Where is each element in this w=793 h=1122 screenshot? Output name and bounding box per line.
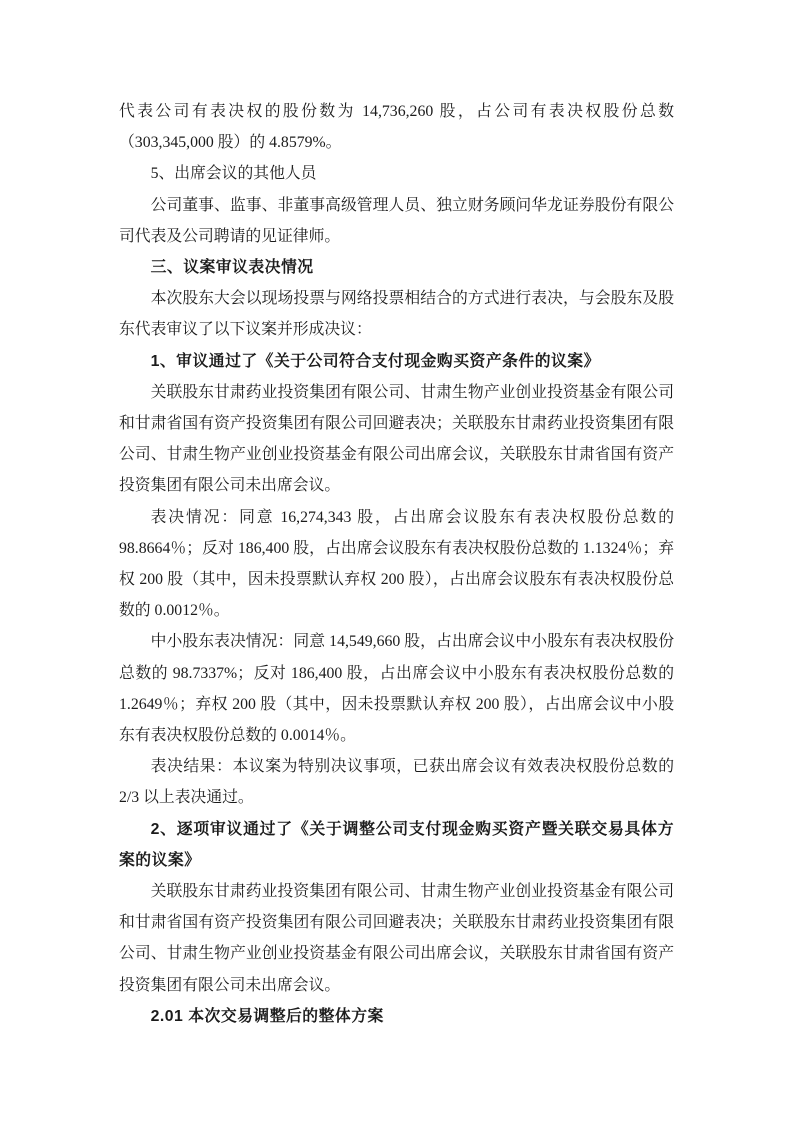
heading-proposal-2: 2、逐项审议通过了《关于调整公司支付现金购买资产暨关联交易具体方案的议案》 xyxy=(119,820,674,869)
heading-proposal-1: 1、审议通过了《关于公司符合支付现金购买资产条件的议案》 xyxy=(150,352,600,370)
para-item5-other-attendees: 5、出席会议的其他人员 xyxy=(150,165,317,183)
heading-proposal-2-01-plan: 2.01 本次交易调整后的整体方案 xyxy=(150,1007,384,1025)
para-voting-shares-continued: 代表公司有表决权的股份数为 14,736,260 股，占公司有表决权股份总数（303,345,000 股）的 4.8579%。 xyxy=(119,103,674,152)
heading-section-3-voting: 三、议案审议表决情况 xyxy=(150,259,314,277)
para-proposal-1-vote-results: 表决情况：同意 16,274,343 股，占出席会议股东有表决权股份总数的 98.8664％；反对 186,400 股，占出席会议股东有表决权股份总数的 1.1324％；弃权 200 股（其中，因未投票默认弃权 200 股），占出席会议股东有表决权股份总数的 0.0012％。 xyxy=(119,508,674,620)
para-voting-method: 本次股东大会以现场投票与网络投票相结合的方式进行表决，与会股东及股东代表审议了以下议案并形成决议： xyxy=(119,290,674,339)
para-proposal-1-resolution: 表决结果：本议案为特别决议事项，已获出席会议有效表决权股份总数的 2/3 以上表决通过。 xyxy=(119,758,674,807)
para-other-attendees-detail: 公司董事、监事、非董事高级管理人员、独立财务顾问华龙证券股份有限公司代表及公司聘请的见证律师。 xyxy=(119,196,674,245)
para-proposal-1-recusal: 关联股东甘肃药业投资集团有限公司、甘肃生物产业创业投资基金有限公司和甘肃省国有资产投资集团有限公司回避表决；关联股东甘肃药业投资集团有限公司、甘肃生物产业创业投资基金有限公司出席会议，关联股东甘肃省国有资产投资集团有限公司未出席会议。 xyxy=(119,383,674,495)
para-proposal-1-minority-votes: 中小股东表决情况：同意 14,549,660 股，占出席会议中小股东有表决权股份总数的 98.7337%；反对 186,400 股，占出席会议中小股东有表决权股份总数的 1.2649％；弃权 200 股（其中，因未投票默认弃权 200 股），占出席会议中小股东有表决权股份总数的 0.0014％。 xyxy=(119,633,674,745)
para-proposal-2-recusal: 关联股东甘肃药业投资集团有限公司、甘肃生物产业创业投资基金有限公司和甘肃省国有资产投资集团有限公司回避表决；关联股东甘肃药业投资集团有限公司、甘肃生物产业创业投资基金有限公司出席会议，关联股东甘肃省国有资产投资集团有限公司未出席会议。 xyxy=(119,883,674,994)
